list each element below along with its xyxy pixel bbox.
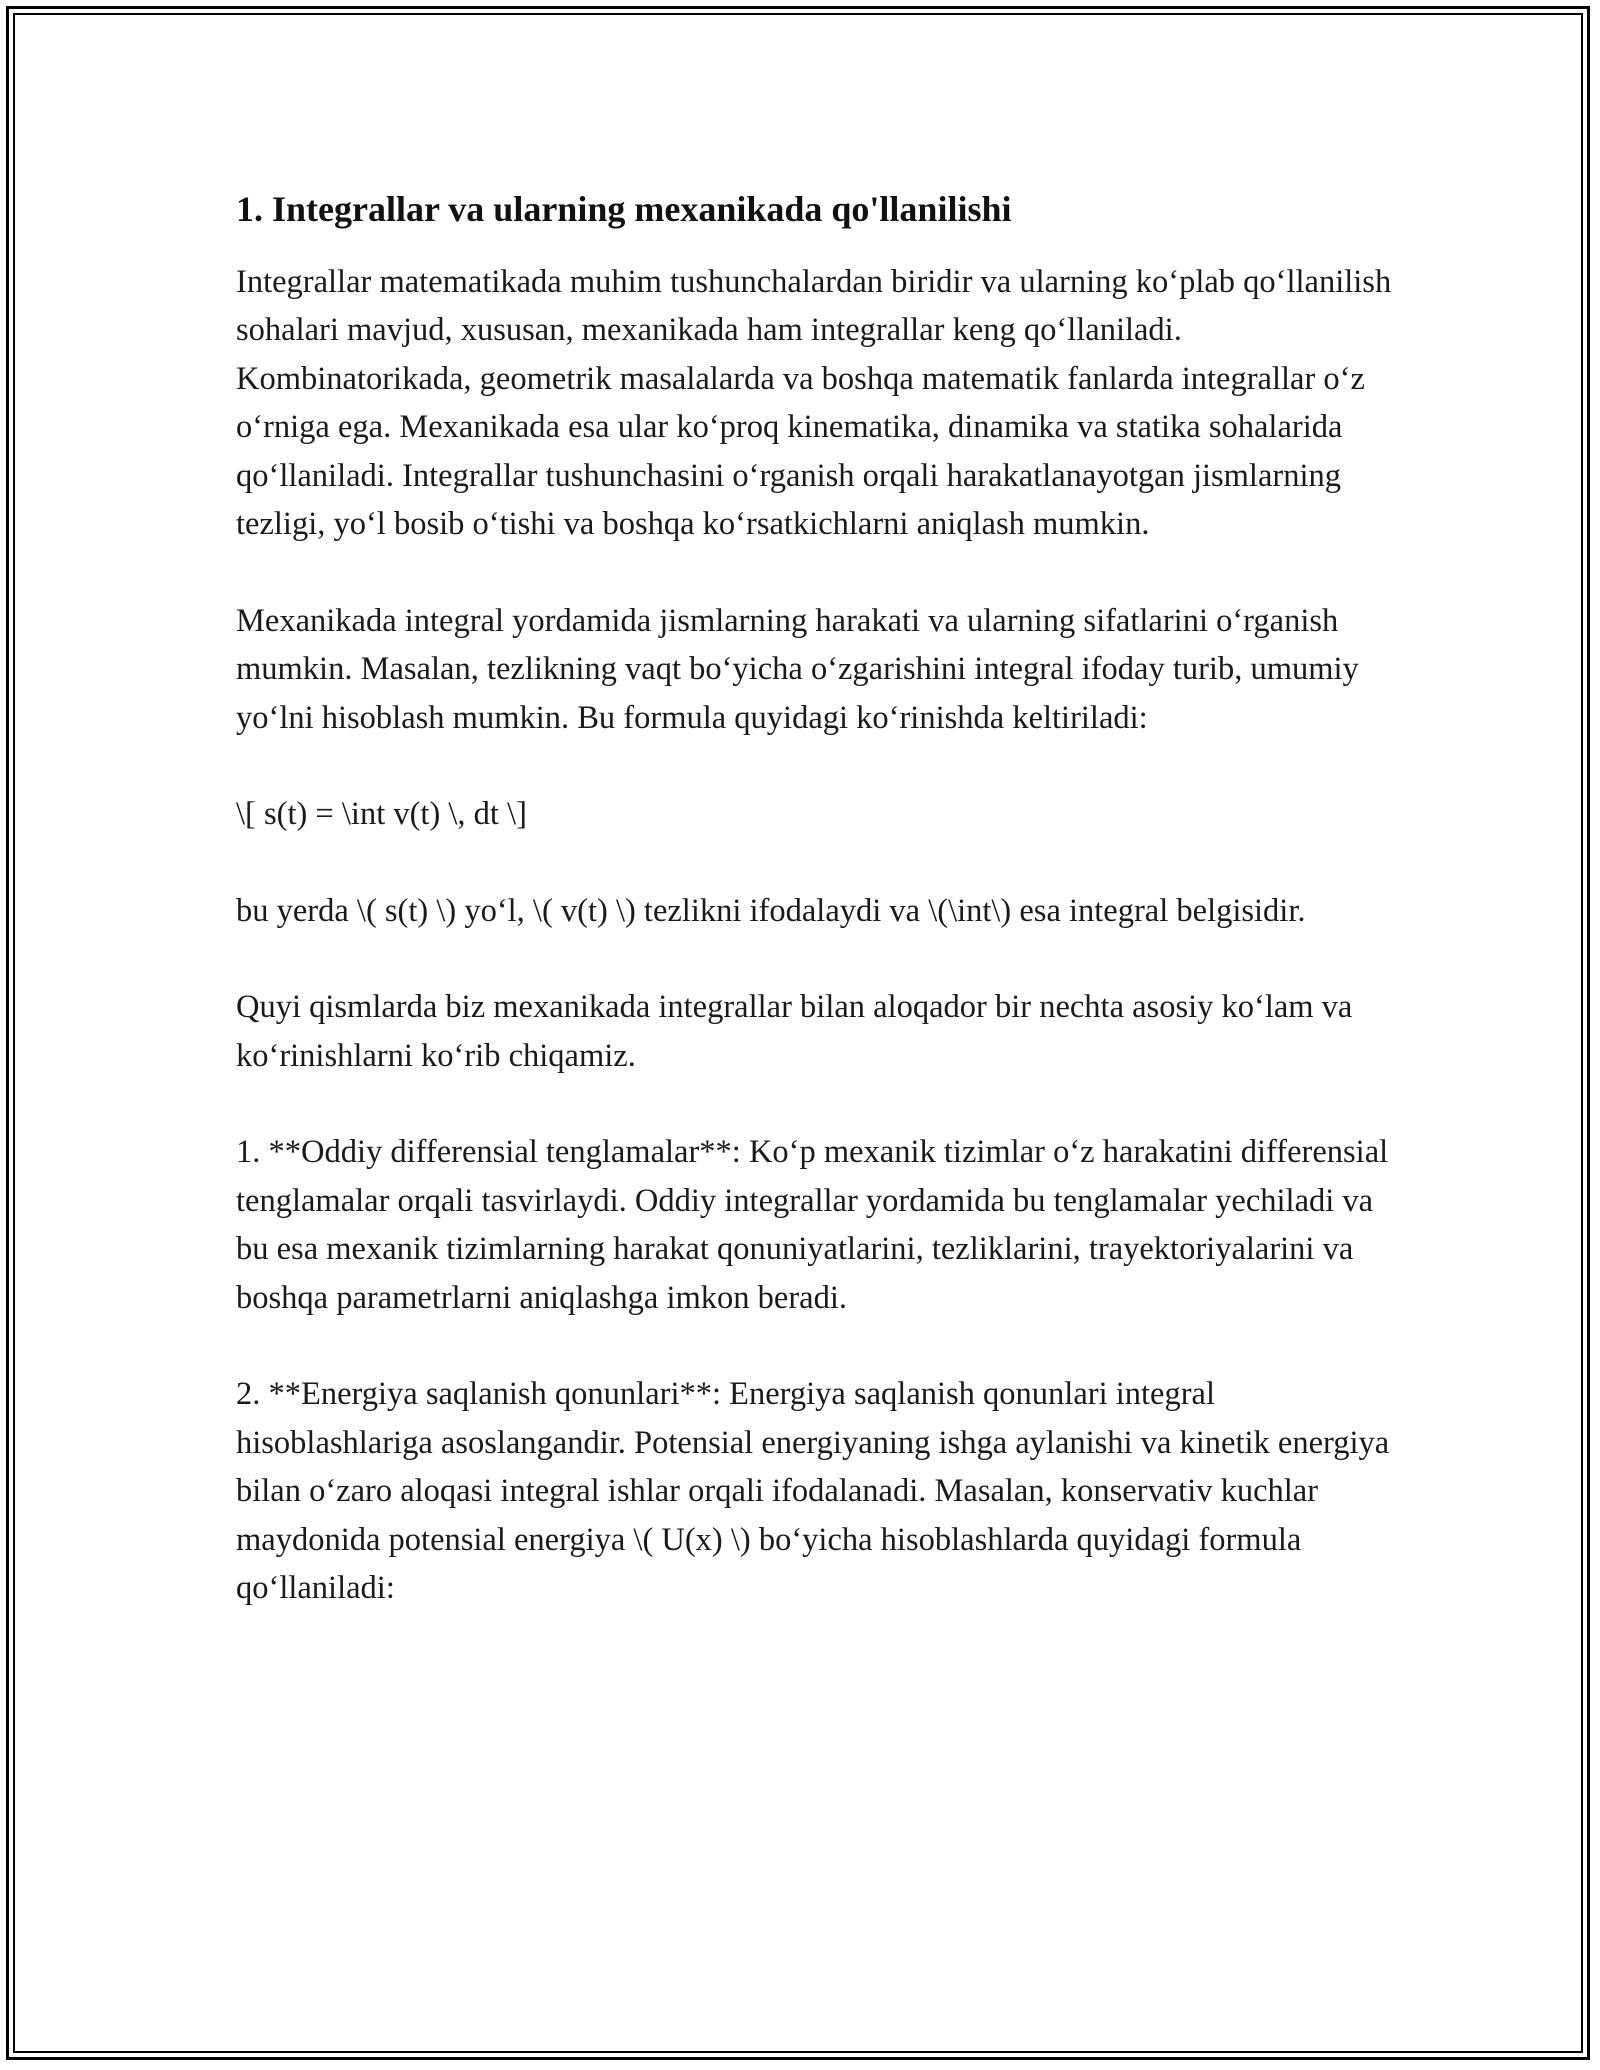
paragraph-mechanics: Mexanikada integral yordamida jismlarning harakati va ularning sifatlarini oʻrganish mumkin. Masalan, tezlikning vaqt boʻyicha oʻzgarishini integral ifoday turib, umumiy yoʻlni hisoblash mumkin. Bu formula quyidagi koʻrinishda keltiriladi: (236, 602, 1359, 736)
paragraph-intro: Integrallar matematikada muhim tushunchalardan biridir va ularning koʻplab qoʻllanilish sohalari mavjud, xususan, mexanikada ham integrallar keng qoʻllaniladi. Kombinatorikada, geometrik masalalarda va boshqa matematik fanlarda integrallar oʻz oʻrniga ega. Mexanikada esa ular koʻproq kinematika, dinamika va statika sohalarida qoʻllaniladi. Integrallar tushunchasini oʻrganish orqali harakatlanayotgan jismlarning tezligi, yoʻl bosib oʻtishi va boshqa koʻrsatkichlarni aniqlash mumkin. (236, 263, 1392, 543)
section-heading: 1. Integrallar va ularning mexanikada qo'llanilishi (236, 189, 1012, 229)
paragraph-overview: Quyi qismlarda biz mexanikada integrallar bilan aloqador bir nechta asosiy koʻlam va koʻrinishlarni koʻrib chiqamiz. (236, 989, 1353, 1074)
list-item-energy-conservation: 2. **Energiya saqlanish qonunlari**: Energiya saqlanish qonunlari integral hisoblashlariga asoslangandir. Potensial energiyaning ishga aylanishi va kinetik energiya bilan oʻzaro aloqasi integral ishlar orqali ifodalanadi. Masalan, konservativ kuchlar maydonida potensial energiya \( U(x) \) boʻyicha hisoblashlarda quyidagi formula qoʻllaniladi: (236, 1376, 1390, 1607)
formula-displacement: \[ s(t) = \int v(t) \, dt \] (236, 796, 527, 833)
paragraph-formula-explanation: bu yerda \( s(t) \) yoʻl, \( v(t) \) tezlikni ifodalaydi va \(\int\) esa integral belgisidir. (236, 892, 1306, 929)
document-body (236, 186, 1396, 1661)
list-item-differential-equations: 1. **Oddiy differensial tenglamalar**: Koʻp mexanik tizimlar oʻz harakatini differensial tenglamalar orqali tasvirlaydi. Oddiy integrallar yordamida bu tenglamalar yechiladi va bu esa mexanik tizimlarning harakat qonuniyatlarini, tezliklarini, trayektoriyalarini va boshqa parametrlarni aniqlashga imkon beradi. (236, 1134, 1389, 1316)
